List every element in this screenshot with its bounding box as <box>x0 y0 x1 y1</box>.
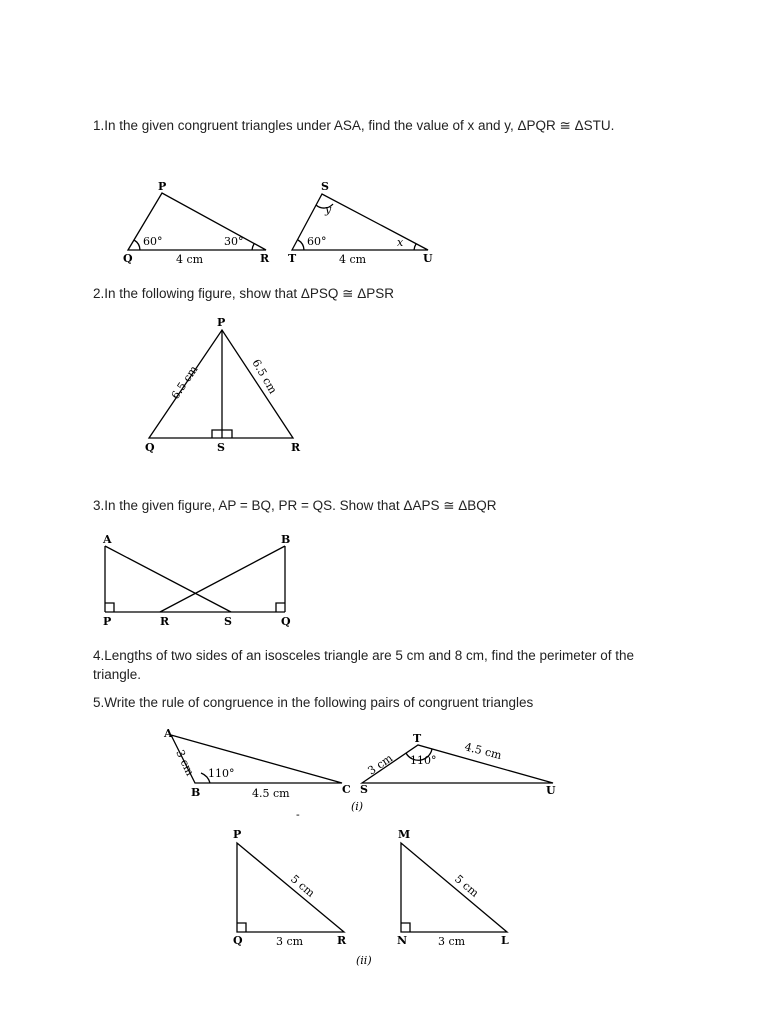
hyp-pr-label: 5 cm <box>288 872 318 900</box>
question-5: 5.Write the rule of congruence in the following pairs of congruent triangles <box>93 695 534 710</box>
vertex-s: S <box>224 615 232 628</box>
vertex-p: P <box>103 615 112 628</box>
vertex-q: Q <box>123 252 133 265</box>
question-2: 2.In the following figure, show that ΔPSQ ≅ ΔPSR <box>93 286 394 301</box>
side-tu-label: 4.5 cm <box>463 740 503 763</box>
stray-dash: - <box>296 808 300 821</box>
vertex-a: A <box>103 533 112 546</box>
vertex-u: U <box>546 784 556 797</box>
angle-q-label: 60° <box>143 235 163 248</box>
vertex-q: Q <box>233 934 243 947</box>
hyp-ml-label: 5 cm <box>452 872 482 900</box>
vertex-q: Q <box>145 441 155 454</box>
vertex-q: Q <box>281 615 291 628</box>
vertex-r: R <box>260 252 270 265</box>
vertex-b: B <box>281 533 291 546</box>
vertex-t: T <box>413 732 422 745</box>
vertex-m: M <box>398 828 411 841</box>
angle-t-label: 110° <box>410 754 437 767</box>
vertex-l: L <box>501 934 509 947</box>
side-st-label: 3 cm <box>365 751 396 778</box>
vertex-p: P <box>217 316 226 329</box>
side-tu-label: 4 cm <box>339 253 367 266</box>
angle-b-label: 110° <box>208 767 235 780</box>
question-3: 3.In the given figure, AP = BQ, PR = QS. Show that ΔAPS ≅ ΔBQR <box>93 498 497 513</box>
vertex-a: A <box>164 727 173 740</box>
triangle-pqr <box>233 828 347 948</box>
caption-i: (i) <box>351 800 364 813</box>
angle-t-label: 60° <box>307 235 327 248</box>
caption-ii: (ii) <box>356 954 372 967</box>
vertex-r: R <box>337 934 347 947</box>
vertex-s: S <box>321 180 329 193</box>
question-1: 1.In the given congruent triangles under ASA, find the value of x and y, ΔPQR ≅ ΔSTU. <box>93 118 615 133</box>
side-nl-label: 3 cm <box>438 935 466 948</box>
vertex-r: R <box>291 441 301 454</box>
vertex-r: R <box>160 615 170 628</box>
triangle-mnl <box>397 828 509 948</box>
vertex-s: S <box>217 441 225 454</box>
vertex-p: P <box>233 828 242 841</box>
side-pr-label: 6.5 cm <box>249 357 280 397</box>
side-qr-label: 3 cm <box>276 935 304 948</box>
angle-y-label: y <box>325 203 332 216</box>
question-4: 4.Lengths of two sides of an isosceles triangle are 5 cm and 8 cm, find the perimeter of the triangle. <box>93 648 635 682</box>
side-ab-label: 3 cm <box>173 747 197 778</box>
side-bc-label: 4.5 cm <box>252 787 290 800</box>
vertex-t: T <box>288 252 297 265</box>
angle-r-label: 30° <box>224 235 244 248</box>
side-qr-label: 4 cm <box>176 253 204 266</box>
angle-x-label: x <box>397 236 404 249</box>
vertex-s: S <box>360 783 368 796</box>
vertex-u: U <box>423 252 433 265</box>
vertex-c: C <box>342 783 351 796</box>
vertex-p: P <box>158 180 167 193</box>
vertex-n: N <box>397 934 408 947</box>
side-pq-label: 6.5 cm <box>168 363 201 402</box>
vertex-b: B <box>191 786 201 799</box>
